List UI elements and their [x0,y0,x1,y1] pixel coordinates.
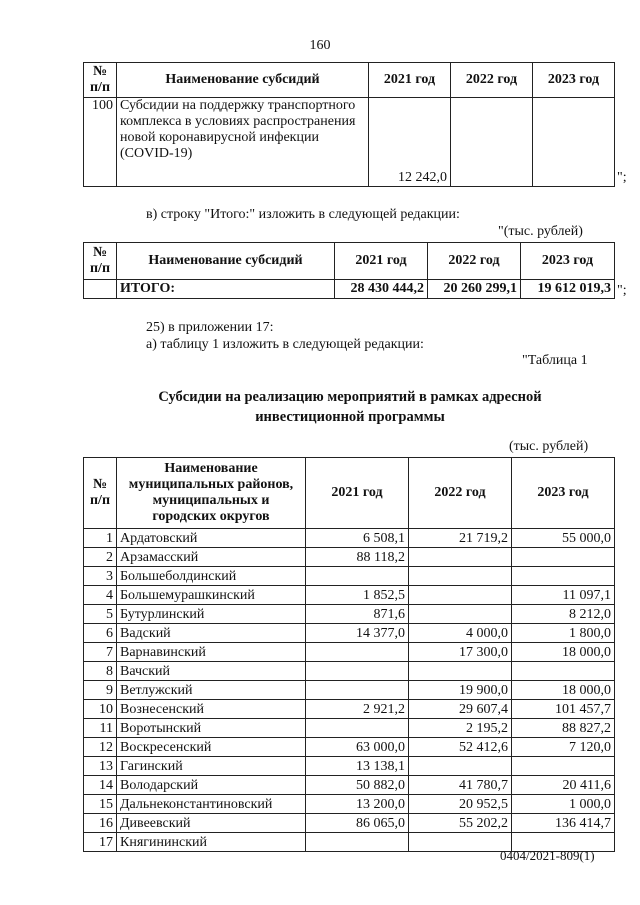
row-2021: 13 200,0 [306,795,409,814]
row-2021 [306,662,409,681]
row-2023: 88 827,2 [512,719,615,738]
row-2023: 1 000,0 [512,795,615,814]
col-header-number: № п/п [84,243,117,280]
row-2022: 2 195,2 [409,719,512,738]
paragraph-v: в) строку "Итого:" изложить в следующей редакции: [146,207,460,222]
row-2022: 55 202,2 [409,814,512,833]
row-name: Вознесенский [117,700,306,719]
row-2023: 11 097,1 [512,586,615,605]
col-header-2023: 2023 год [521,243,615,280]
row-name: Дивеевский [117,814,306,833]
row-number: 1 [84,529,117,548]
table-header-row [84,458,615,529]
row-2023 [512,662,615,681]
row-2023: 8 212,0 [512,605,615,624]
col-header-2022: 2022 год [409,458,512,529]
col-header-2023: 2023 год [533,63,615,98]
row-2021 [306,681,409,700]
row-2022 [409,548,512,567]
table-row [84,662,615,681]
subsidy-table-fragment [83,62,615,187]
total-row [84,280,615,299]
row-number: 12 [84,738,117,757]
row-name: Большемурашкинский [117,586,306,605]
row-2023 [512,548,615,567]
row-2021: 1 852,5 [306,586,409,605]
row-number: 8 [84,662,117,681]
row-name: Субсидии на поддержку транспортного комплекса в условиях распространения новой коронавирусной инфекции (COVID-19) [117,98,369,187]
row-2023: 19 612 019,3 [521,280,615,299]
col-header-name: Наименование субсидий [117,243,335,280]
col-header-2023: 2023 год [512,458,615,529]
row-2023: 136 414,7 [512,814,615,833]
paragraph-a: а) таблицу 1 изложить в следующей редакции: [146,337,424,352]
paragraph-25: 25) в приложении 17: [146,320,274,335]
col-header-number: № п/п [84,458,117,529]
row-number: 4 [84,586,117,605]
row-name: Ардатовский [117,529,306,548]
row-2021: 6 508,1 [306,529,409,548]
row-2022: 20 952,5 [409,795,512,814]
row-number: 11 [84,719,117,738]
row-2022 [409,586,512,605]
unit-label-2: (тыс. рублей) [509,439,589,454]
row-2023: 101 457,7 [512,700,615,719]
table-row [84,605,615,624]
row-name: Воскресенский [117,738,306,757]
row-name: Арзамасский [117,548,306,567]
row-number: 3 [84,567,117,586]
row-2023 [512,757,615,776]
row-2021: 12 242,0 [369,98,451,187]
row-name: Бутурлинский [117,605,306,624]
row-name: Ветлужский [117,681,306,700]
page-number: 160 [309,38,331,53]
row-number: 16 [84,814,117,833]
row-2022: 20 260 299,1 [428,280,521,299]
col-header-2021: 2021 год [306,458,409,529]
row-number: 15 [84,795,117,814]
unit-label-1: "(тыс. рублей) [498,224,583,239]
row-2022 [409,605,512,624]
row-2022: 4 000,0 [409,624,512,643]
row-2021: 871,6 [306,605,409,624]
table-header-row [84,63,615,98]
row-2023: 1 800,0 [512,624,615,643]
row-2022 [451,98,533,187]
table-row [84,795,615,814]
row-number [84,280,117,299]
row-number: 17 [84,833,117,852]
table-row [84,548,615,567]
row-2022 [409,833,512,852]
document-code: 0404/2021-809(1) [500,848,595,863]
section-heading [0,387,640,427]
total-table [83,242,615,299]
row-name: Варнавинский [117,643,306,662]
row-name: Воротынский [117,719,306,738]
col-header-2022: 2022 год [451,63,533,98]
row-2022: 17 300,0 [409,643,512,662]
table-row [84,586,615,605]
municipal-subsidy-table [83,457,615,852]
col-header-2021: 2021 год [335,243,428,280]
row-2022: 29 607,4 [409,700,512,719]
row-number: 100 [84,98,117,187]
table-row [84,529,615,548]
row-2023: 55 000,0 [512,529,615,548]
row-2021: 50 882,0 [306,776,409,795]
table-header-row [84,243,615,280]
row-2022 [409,757,512,776]
row-number: 6 [84,624,117,643]
row-2022 [409,567,512,586]
row-name: ИТОГО: [117,280,335,299]
row-name: Вадский [117,624,306,643]
row-2023 [533,98,615,187]
row-2021 [306,833,409,852]
table-row [84,98,615,187]
col-header-2022: 2022 год [428,243,521,280]
table-label: "Таблица 1 [522,353,588,368]
row-2022: 21 719,2 [409,529,512,548]
row-2021: 2 921,2 [306,700,409,719]
col-header-number: № п/п [84,63,117,98]
row-number: 14 [84,776,117,795]
row-number: 9 [84,681,117,700]
row-2023: 20 411,6 [512,776,615,795]
row-2022: 19 900,0 [409,681,512,700]
row-name: Дальнеконстантиновский [117,795,306,814]
table-row [84,719,615,738]
table1-closing-quote: "; [617,170,627,185]
col-header-2021: 2021 год [369,63,451,98]
row-2021: 86 065,0 [306,814,409,833]
row-2021 [306,719,409,738]
row-2021: 13 138,1 [306,757,409,776]
row-2022 [409,662,512,681]
row-2021 [306,567,409,586]
row-2021: 88 118,2 [306,548,409,567]
table-row [84,681,615,700]
table-row [84,624,615,643]
row-number: 10 [84,700,117,719]
table2-closing-quote: "; [617,283,627,298]
table-row [84,757,615,776]
row-number: 5 [84,605,117,624]
heading-line-2: инвестиционной программы [255,409,445,425]
row-number: 7 [84,643,117,662]
row-number: 13 [84,757,117,776]
col-header-name: Наименование муниципальных районов, муниципальных и городских округов [117,458,306,529]
col-header-name: Наименование субсидий [117,63,369,98]
row-2023: 18 000,0 [512,681,615,700]
row-2021 [306,643,409,662]
row-2022: 52 412,6 [409,738,512,757]
table-row [84,700,615,719]
row-name: Володарский [117,776,306,795]
row-name: Большеболдинский [117,567,306,586]
table-row [84,776,615,795]
row-2021: 28 430 444,2 [335,280,428,299]
row-2023: 18 000,0 [512,643,615,662]
row-2021: 14 377,0 [306,624,409,643]
row-number: 2 [84,548,117,567]
row-2023 [512,567,615,586]
row-name: Гагинский [117,757,306,776]
table-row [84,643,615,662]
table-row [84,738,615,757]
row-2022: 41 780,7 [409,776,512,795]
row-2021: 63 000,0 [306,738,409,757]
heading-line-1: Субсидии на реализацию мероприятий в рамках адресной [158,389,542,405]
table-row [84,567,615,586]
row-2023: 7 120,0 [512,738,615,757]
row-name: Княгининский [117,833,306,852]
row-name: Вачский [117,662,306,681]
table-body [84,529,615,852]
table-row [84,814,615,833]
